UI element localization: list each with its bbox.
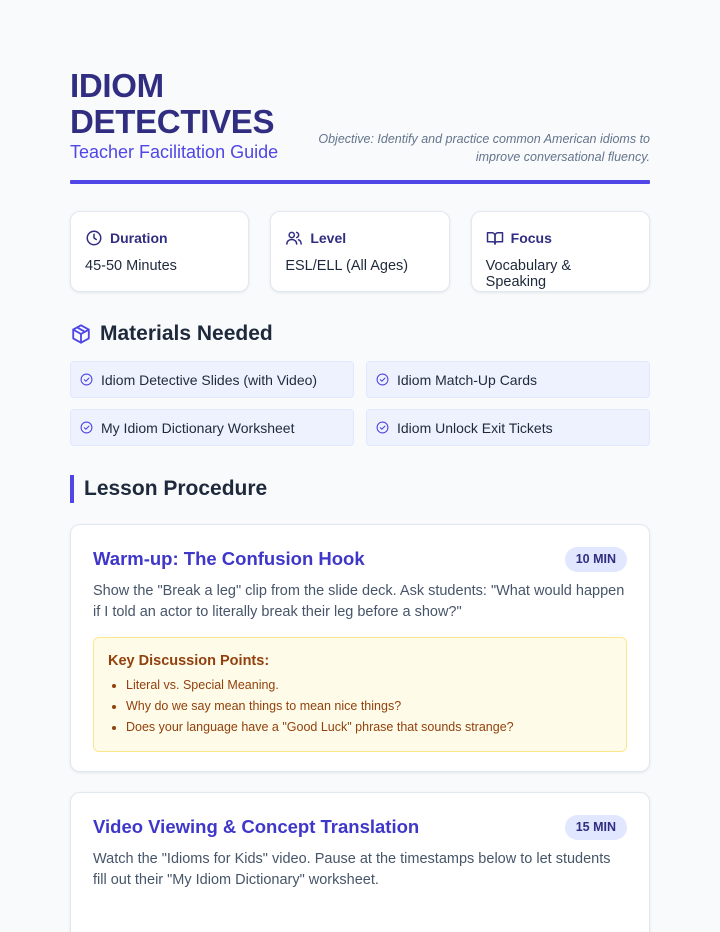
- material-item: [70, 361, 354, 398]
- info-card-level: [270, 211, 449, 292]
- step-title: Video Viewing & Concept Translation: [93, 816, 420, 837]
- package-icon: [70, 323, 92, 345]
- step-description: Watch the "Idioms for Kids" video. Pause at the timestamps below to let students fill out their "My Idiom Dictionary" worksheet.: [93, 851, 611, 888]
- check-circle-icon: [80, 421, 93, 434]
- material-item: [366, 409, 650, 446]
- material-label: Idiom Match-Up Cards: [397, 371, 538, 388]
- material-label: Idiom Unlock Exit Tickets: [397, 419, 553, 436]
- clock-icon: [85, 229, 103, 247]
- info-value: ESL/ELL (All Ages): [285, 258, 409, 274]
- materials-heading: [70, 320, 273, 348]
- duration-badge: 15 MIN: [565, 815, 627, 840]
- material-label: Idiom Detective Slides (with Video): [101, 371, 318, 388]
- step-card-warmup: [70, 524, 650, 772]
- info-label: Focus: [510, 230, 552, 246]
- material-item: [366, 361, 650, 398]
- check-circle-icon: [376, 373, 389, 386]
- step-card-video: [70, 792, 650, 932]
- discussion-list: [108, 675, 612, 738]
- materials-title: Materials Needed: [100, 322, 273, 345]
- info-label: Duration: [110, 230, 168, 246]
- info-cards: [70, 211, 650, 292]
- info-value: Vocabulary & Speaking: [485, 258, 572, 290]
- material-item: [70, 409, 354, 446]
- duration-badge: 10 MIN: [565, 547, 627, 572]
- discussion-title: Key Discussion Points:: [108, 653, 270, 669]
- discussion-point: • Does your language have a "Good Luck" phrase that sounds strange?: [126, 717, 612, 738]
- page-subtitle: Teacher Facilitation Guide: [70, 142, 279, 162]
- info-card-duration: [70, 211, 249, 292]
- lesson-objective: Objective: Identify and practice common American idioms to improve conversational fluency.: [318, 132, 650, 164]
- book-open-icon: [486, 229, 504, 247]
- discussion-box: [93, 637, 627, 752]
- material-label: My Idiom Dictionary Worksheet: [101, 419, 295, 436]
- users-icon: [285, 229, 303, 247]
- discussion-point: • Literal vs. Special Meaning.: [126, 675, 612, 696]
- info-label: Level: [310, 230, 347, 246]
- procedure-title: Lesson Procedure: [84, 477, 268, 500]
- page-header: [70, 68, 650, 184]
- step-title: Warm-up: The Confusion Hook: [93, 548, 365, 569]
- check-circle-icon: [80, 373, 93, 386]
- procedure-heading: [70, 475, 267, 503]
- materials-list: [70, 361, 650, 446]
- info-value: 45-50 Minutes: [85, 258, 177, 274]
- discussion-point: • Why do we say mean things to mean nice things?: [126, 696, 612, 717]
- header-divider: [70, 180, 650, 184]
- step-description: Show the "Break a leg" clip from the slide deck. Ask students: "What would happen if I told an actor to literally break their leg before a show?": [93, 583, 625, 620]
- page-title: IDIOM DETECTIVES: [70, 67, 275, 140]
- check-circle-icon: [376, 421, 389, 434]
- info-card-focus: [471, 211, 650, 292]
